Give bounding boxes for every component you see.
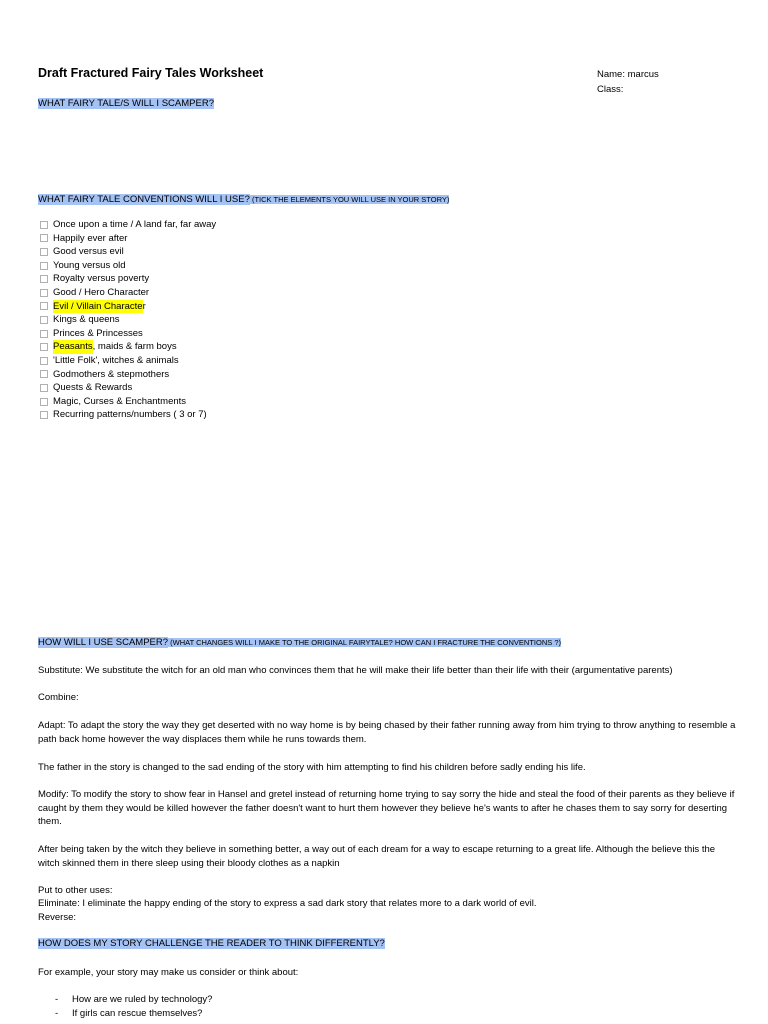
checklist-item [40,232,216,246]
checkbox-icon[interactable] [40,289,48,297]
reverse-line: Reverse: [38,912,77,923]
name-line: Name: marcus [597,69,659,80]
put-to-other-uses-line: Put to other uses: [38,885,113,896]
section-heading-text: WHAT FAIRY TALE/S WILL I SCAMPER? [38,98,214,109]
checklist-item [40,381,216,395]
checklist-item [40,327,216,341]
checklist-item [40,340,216,354]
checklist-item-label: Princes & Princesses [53,327,143,339]
highlighted-text: Peasants [53,341,93,353]
checklist-item-label: Magic, Curses & Enchantments [53,395,187,407]
checklist-item-label: r [142,300,146,312]
checklist-item [40,300,216,314]
section-heading-note: (TICK THE ELEMENTS YOU WILL USE IN YOUR STORY) [251,195,450,204]
bullet-text: How are we ruled by technology? [72,994,213,1005]
section-heading-text: HOW DOES MY STORY CHALLENGE THE READER TO THINK DIFFERENTLY? [38,938,385,949]
substitute-paragraph: Substitute: We substitute the witch for an old man who convinces them that he will make their life better than their life with their (argumentative parents) [38,665,673,676]
checkbox-icon[interactable] [40,330,48,338]
adapt-paragraph: Adapt: To adapt the story the way they get deserted with no way home is by being chased by their father running away from him trying to throw anything to resemble a path back home however the way displaces them while he runs towards them. [38,720,736,745]
combine-paragraph: Combine: [38,692,79,703]
checkbox-icon[interactable] [40,262,48,270]
class-line: Class: [597,84,624,95]
checklist-item [40,245,216,259]
checkbox-icon[interactable] [40,248,48,256]
section-heading-fairy-tales [38,98,214,109]
conventions-checklist [40,218,216,422]
list-item [55,1007,212,1021]
checklist-item-label: Quests & Rewards [53,382,133,394]
highlighted-text: Evil / Villain Characte [53,300,143,312]
checklist-item-label: Royalty versus poverty [53,273,150,285]
checklist-item [40,313,216,327]
section-heading-text: HOW WILL I USE SCAMPER? [38,637,169,648]
challenge-intro: For example, your story may make us consider or think about: [38,967,299,978]
eliminate-line: Eliminate: I eliminate the happy ending of the story to express a sad dark story that relates more to a dark world of evil. [38,898,537,909]
checkbox-icon[interactable] [40,357,48,365]
checkbox-icon[interactable] [40,316,48,324]
checklist-item-label: Godmothers & stepmothers [53,368,170,380]
section-heading-scamper [38,637,561,648]
challenge-bullet-list [55,993,212,1021]
checkbox-icon[interactable] [40,234,48,242]
checklist-item [40,286,216,300]
checklist-item [40,218,216,232]
checkbox-icon[interactable] [40,398,48,406]
checklist-item-label: 'Little Folk', witches & animals [53,354,179,366]
modify-paragraph: Modify: To modify the story to show fear in Hansel and gretel instead of returning home trying to say sorry the hide and steal the food of their parents as they believe if caught by them they would be killed however the father doesn't want to hurt them however they believe he's wants to after he chases them to say sorry for deserting them. [38,789,735,828]
checkbox-icon[interactable] [40,221,48,229]
checklist-item [40,272,216,286]
section-heading-text: WHAT FAIRY TALE CONVENTIONS WILL I USE? [38,194,250,205]
checklist-item [40,408,216,422]
page-title: Draft Fractured Fairy Tales Worksheet [38,66,264,80]
section-heading-conventions [38,194,449,205]
checklist-item-label: Once upon a time / A land far, far away [53,219,217,230]
checklist-item [40,368,216,382]
bullet-dash: - [55,1008,59,1019]
checklist-item-label: Happily ever after [53,232,128,244]
section-heading-challenge [38,938,385,949]
checklist-item-label: Good versus evil [53,246,124,258]
witch-paragraph: After being taken by the witch they believe in something better, a way out of each dream for a way to escape returning to a great life. Although the believe this the witch skinned them in there sleep using their bloody clothes as a napkin [38,844,716,869]
checkbox-icon[interactable] [40,343,48,351]
checkbox-icon[interactable] [40,275,48,283]
checkbox-icon[interactable] [40,411,48,419]
checkbox-icon[interactable] [40,370,48,378]
checklist-item-label: Good / Hero Character [53,286,150,298]
checklist-item-label: Young versus old [53,259,126,271]
section-heading-note: (WHAT CHANGES WILL I MAKE TO THE ORIGINAL FAIRYTALE? HOW CAN I FRACTURE THE CONVENTIONS ?) [170,638,562,647]
bullet-dash: - [55,994,59,1005]
checklist-item [40,354,216,368]
checklist-item-label: Kings & queens [53,314,120,326]
checkbox-icon[interactable] [40,384,48,392]
checklist-item-label: , maids & farm boys [92,341,177,353]
father-paragraph: The father in the story is changed to the sad ending of the story with him attempting to find his children before sadly ending his life. [38,762,586,773]
bullet-text: If girls can rescue themselves? [72,1008,203,1019]
checkbox-icon[interactable] [40,302,48,310]
list-item [55,993,212,1007]
checklist-item [40,259,216,273]
checklist-item-label: Recurring patterns/numbers ( 3 or 7) [53,409,207,421]
checklist-item [40,395,216,409]
